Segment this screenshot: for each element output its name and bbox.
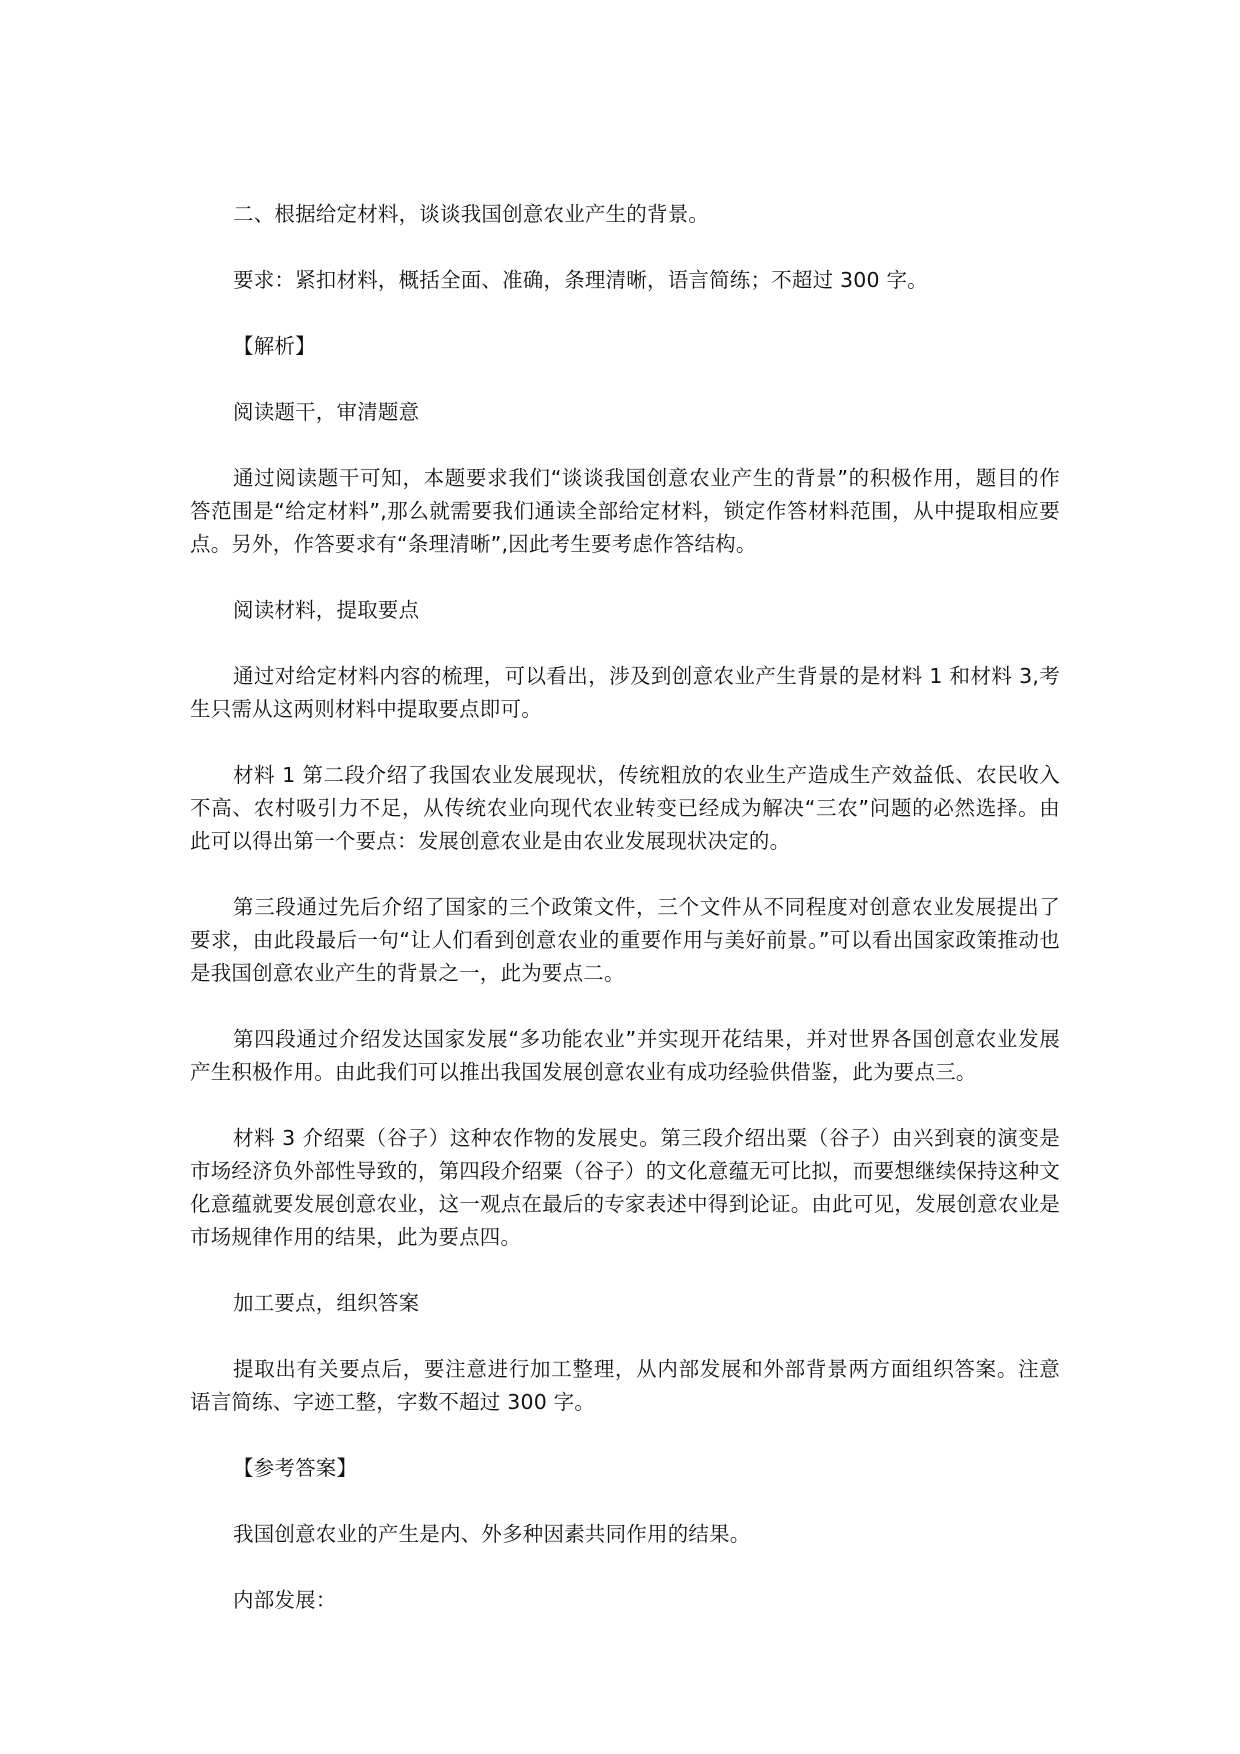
paragraph-point-one: 材料 1 第二段介绍了我国农业发展现状，传统粗放的农业生产造成生产效益低、农民收入不高、农村吸引力不足，从传统农业向现代农业转变已经成为解决“三农”问题的必然选择。由此可以得出第一个要点：发展创意农业是由农业发展现状决定的。	[190, 763, 1060, 853]
paragraph-organize-answer: 提取出有关要点后，要注意进行加工整理，从内部发展和外部背景两方面组织答案。注意语言简练、字迹工整，字数不超过 300 字。	[190, 1357, 1060, 1414]
paragraph-point-two: 第三段通过先后介绍了国家的三个政策文件，三个文件从不同程度对创意农业发展提出了要求，由此段最后一句“让人们看到创意农业的重要作用与美好前景。”可以看出国家政策推动也是我国创意农业产生的背景之一，此为要点二。	[190, 895, 1060, 985]
question-requirement: 要求：紧扣材料，概括全面、准确，条理清晰，语言简练；不超过 300 字。	[233, 268, 928, 292]
step-heading-read-materials: 阅读材料，提取要点	[233, 598, 420, 622]
paragraph-point-three: 第四段通过介绍发达国家发展“多功能农业”并实现开花结果，并对世界各国创意农业发展产生积极作用。由此我们可以推出我国发展创意农业有成功经验供借鉴，此为要点三。	[190, 1027, 1060, 1084]
analysis-heading: 【解析】	[233, 334, 316, 358]
paragraph-question-analysis: 通过阅读题干可知，本题要求我们“谈谈我国创意农业产生的背景”的积极作用，题目的作答范围是“给定材料”,那么就需要我们通读全部给定材料，锁定作答材料范围，从中提取相应要点。另外，作答要求有“条理清晰”,因此考生要考虑作答结构。	[190, 466, 1060, 556]
step-heading-organize-answer: 加工要点，组织答案	[233, 1291, 420, 1315]
reference-answer-heading: 【参考答案】	[233, 1456, 358, 1480]
paragraph-point-four: 材料 3 介绍粟（谷子）这种农作物的发展史。第三段介绍出粟（谷子）由兴到衰的演变是市场经济负外部性导致的，第四段介绍粟（谷子）的文化意蕴无可比拟，而要想继续保持这种文化意蕴就要发展创意农业，这一观点在最后的专家表述中得到论证。由此可见，发展创意农业是市场规律作用的结果，此为要点四。	[190, 1126, 1060, 1249]
document-body	[190, 198, 1060, 1617]
paragraph-materials-overview: 通过对给定材料内容的梳理，可以看出，涉及到创意农业产生背景的是材料 1 和材料 3,考生只需从这两则材料中提取要点即可。	[190, 664, 1060, 721]
answer-internal-development-heading: 内部发展：	[233, 1588, 337, 1612]
step-heading-read-question: 阅读题干，审清题意	[233, 400, 420, 424]
answer-summary: 我国创意农业的产生是内、外多种因素共同作用的结果。	[233, 1522, 751, 1546]
question-title: 二、根据给定材料，谈谈我国创意农业产生的背景。	[233, 202, 710, 226]
